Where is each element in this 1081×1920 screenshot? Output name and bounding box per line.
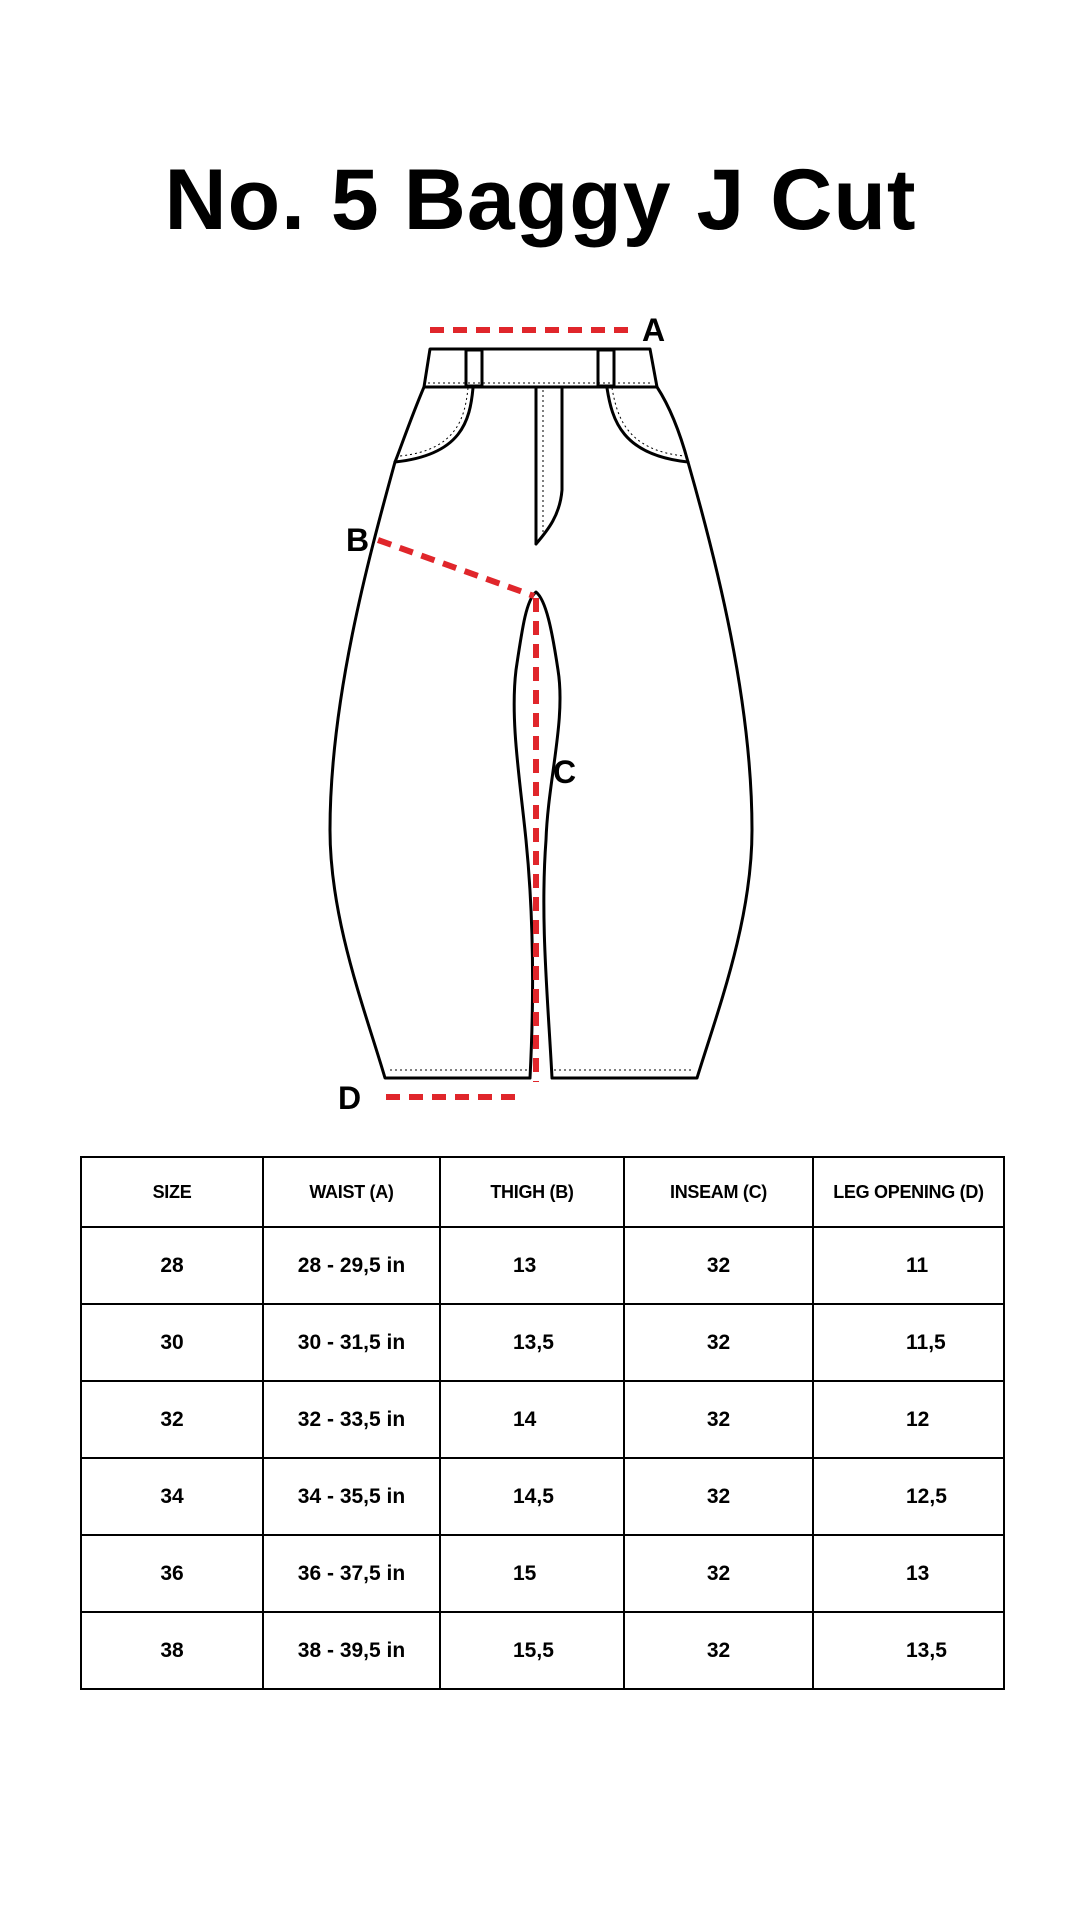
cell-inseam: 32 bbox=[624, 1458, 813, 1535]
cell-size: 38 bbox=[81, 1612, 263, 1689]
cell-waist: 30 - 31,5 in bbox=[263, 1304, 440, 1381]
cell-size: 32 bbox=[81, 1381, 263, 1458]
thigh-measure-line bbox=[378, 540, 534, 596]
cell-leg-opening: 13 bbox=[813, 1535, 1004, 1612]
cell-leg-opening: 11,5 bbox=[813, 1304, 1004, 1381]
cell-waist: 34 - 35,5 in bbox=[263, 1458, 440, 1535]
cell-waist: 28 - 29,5 in bbox=[263, 1227, 440, 1304]
cell-waist: 32 - 33,5 in bbox=[263, 1381, 440, 1458]
cell-inseam: 32 bbox=[624, 1304, 813, 1381]
cell-thigh: 14,5 bbox=[440, 1458, 624, 1535]
cell-leg-opening: 13,5 bbox=[813, 1612, 1004, 1689]
cell-thigh: 15 bbox=[440, 1535, 624, 1612]
cell-size: 36 bbox=[81, 1535, 263, 1612]
header-thigh: THIGH (B) bbox=[440, 1157, 624, 1227]
table-row bbox=[81, 1535, 1004, 1612]
label-a: A bbox=[642, 312, 666, 348]
header-leg-opening: LEG OPENING (D) bbox=[813, 1157, 1004, 1227]
label-b: B bbox=[346, 522, 370, 558]
table-row bbox=[81, 1227, 1004, 1304]
table-row bbox=[81, 1612, 1004, 1689]
cell-thigh: 13 bbox=[440, 1227, 624, 1304]
cell-waist: 38 - 39,5 in bbox=[263, 1612, 440, 1689]
table-row bbox=[81, 1458, 1004, 1535]
cell-inseam: 32 bbox=[624, 1612, 813, 1689]
cell-size: 30 bbox=[81, 1304, 263, 1381]
cell-thigh: 15,5 bbox=[440, 1612, 624, 1689]
label-c: C bbox=[553, 754, 577, 790]
cell-inseam: 32 bbox=[624, 1535, 813, 1612]
table-row bbox=[81, 1304, 1004, 1381]
jeans-fly bbox=[536, 388, 562, 544]
header-size: SIZE bbox=[81, 1157, 263, 1227]
size-chart-table bbox=[80, 1156, 1005, 1690]
header-waist: WAIST (A) bbox=[263, 1157, 440, 1227]
cell-leg-opening: 11 bbox=[813, 1227, 1004, 1304]
cell-size: 34 bbox=[81, 1458, 263, 1535]
cell-inseam: 32 bbox=[624, 1227, 813, 1304]
table-header-row bbox=[81, 1157, 1004, 1227]
pocket-left bbox=[395, 388, 473, 462]
label-d: D bbox=[338, 1080, 362, 1116]
jeans-outline bbox=[330, 387, 752, 1078]
table-row bbox=[81, 1381, 1004, 1458]
belt-loop-left bbox=[466, 350, 482, 386]
title-model-number: No. 5 bbox=[164, 152, 380, 248]
cell-inseam: 32 bbox=[624, 1381, 813, 1458]
jeans-waistband bbox=[424, 349, 657, 387]
cell-size: 28 bbox=[81, 1227, 263, 1304]
cell-leg-opening: 12,5 bbox=[813, 1458, 1004, 1535]
header-inseam: INSEAM (C) bbox=[624, 1157, 813, 1227]
cell-thigh: 13,5 bbox=[440, 1304, 624, 1381]
belt-loop-right bbox=[598, 350, 614, 386]
cell-leg-opening: 12 bbox=[813, 1381, 1004, 1458]
cell-waist: 36 - 37,5 in bbox=[263, 1535, 440, 1612]
title-model-name: Baggy J Cut bbox=[403, 152, 917, 248]
cell-thigh: 14 bbox=[440, 1381, 624, 1458]
